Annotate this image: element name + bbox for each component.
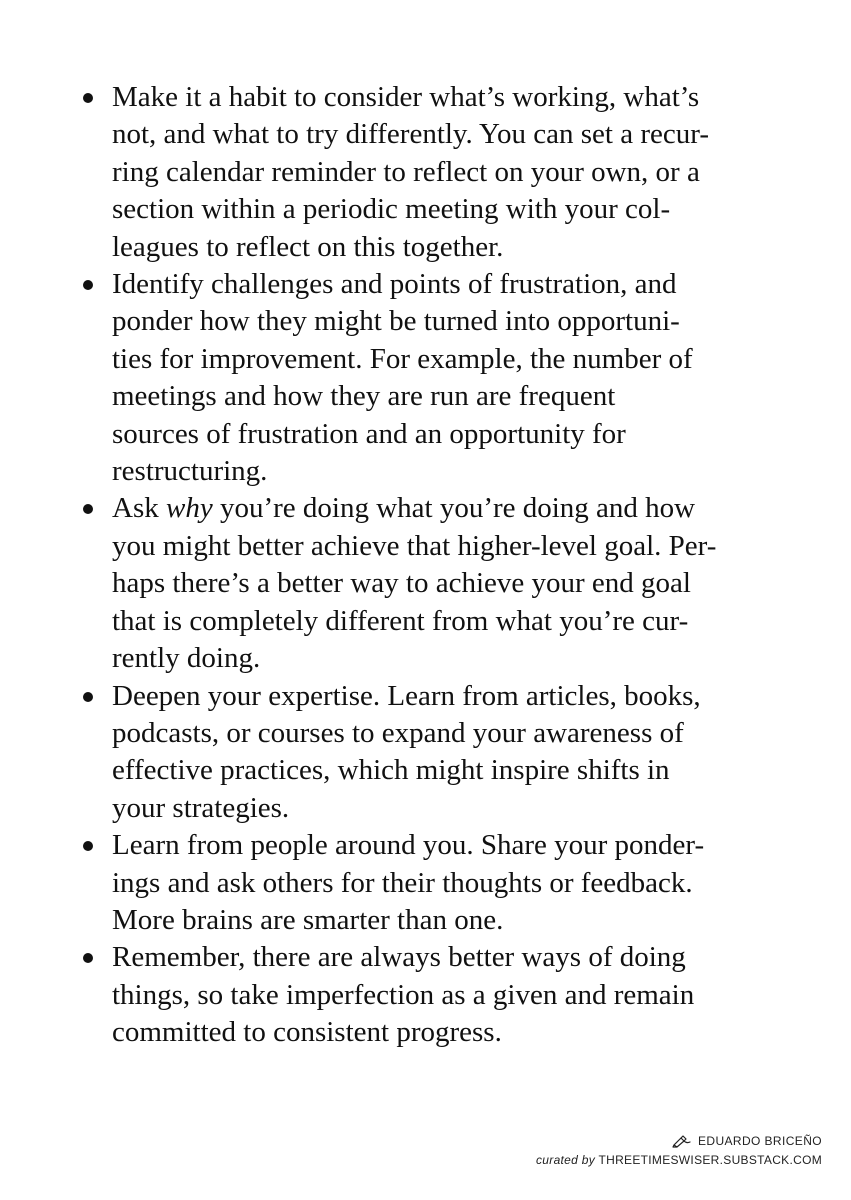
list-item: [75, 678, 775, 828]
text-line: ponder how they might be turned into opportuni-: [112, 305, 680, 338]
text-line: section within a periodic meeting with your col-: [112, 193, 671, 226]
list-item: [75, 939, 775, 1051]
list-item: [75, 266, 775, 490]
text-line: ring calendar reminder to reflect on your own, or a: [112, 155, 700, 188]
emphasis-why: why: [165, 492, 213, 525]
curated-prefix: curated by: [536, 1153, 596, 1167]
text-line: your strategies.: [112, 791, 290, 824]
site-name: THREETIMESWISER.SUBSTACK.COM: [598, 1153, 822, 1167]
bullet-icon: [83, 504, 93, 514]
text-line: Identify challenges and points of frustration, and: [112, 268, 677, 301]
author-row: [536, 1132, 822, 1150]
list-item: [75, 827, 775, 939]
text-line: not, and what to try differently. You can set a recur-: [112, 118, 709, 151]
text-line: rently doing.: [112, 642, 261, 675]
pencil-hand-icon: [672, 1134, 692, 1148]
text-line: restructuring.: [112, 455, 268, 488]
text-line: ties for improvement. For example, the number of: [112, 342, 693, 375]
bullet-icon: [83, 841, 93, 851]
list-item: [75, 490, 775, 677]
text-line: Deepen your expertise. Learn from articles, books,: [112, 679, 701, 712]
bullet-icon: [83, 93, 93, 103]
text-line: meetings and how they are run are frequent: [112, 380, 616, 413]
text-segment: you’re doing what you’re doing and how: [212, 492, 696, 525]
text-line: sources of frustration and an opportunity for: [112, 417, 626, 450]
text-line: effective practices, which might inspire shifts in: [112, 754, 670, 787]
text-line: haps there’s a better way to achieve your end goal: [112, 567, 691, 600]
text-line: More brains are smarter than one.: [112, 903, 504, 936]
text-segment: Ask: [112, 492, 166, 525]
bullet-icon: [83, 280, 93, 290]
text-line: [112, 490, 775, 527]
text-line: committed to consistent progress.: [112, 1016, 502, 1049]
text-line: things, so take imperfection as a given and remain: [112, 978, 695, 1011]
text-line: ings and ask others for their thoughts or feedback.: [112, 866, 693, 899]
footer-credit: [536, 1132, 822, 1170]
author-name: EDUARDO BRICEÑO: [697, 1134, 822, 1148]
text-line: that is completely different from what you’re cur-: [112, 604, 689, 637]
text-line: leagues to reflect on this together.: [112, 230, 504, 263]
text-line: Remember, there are always better ways of doing: [112, 941, 686, 974]
text-line: Make it a habit to consider what’s working, what’s: [112, 81, 700, 113]
bullet-icon: [83, 692, 93, 702]
bullet-icon: [83, 953, 93, 963]
text-line: Learn from people around you. Share your ponder-: [112, 829, 705, 862]
curated-row: [536, 1150, 822, 1170]
text-line: podcasts, or courses to expand your awareness of: [112, 716, 684, 749]
text-line: you might better achieve that higher-level goal. Per-: [112, 529, 717, 562]
list-item: [75, 79, 775, 266]
tips-list: [75, 79, 775, 1052]
